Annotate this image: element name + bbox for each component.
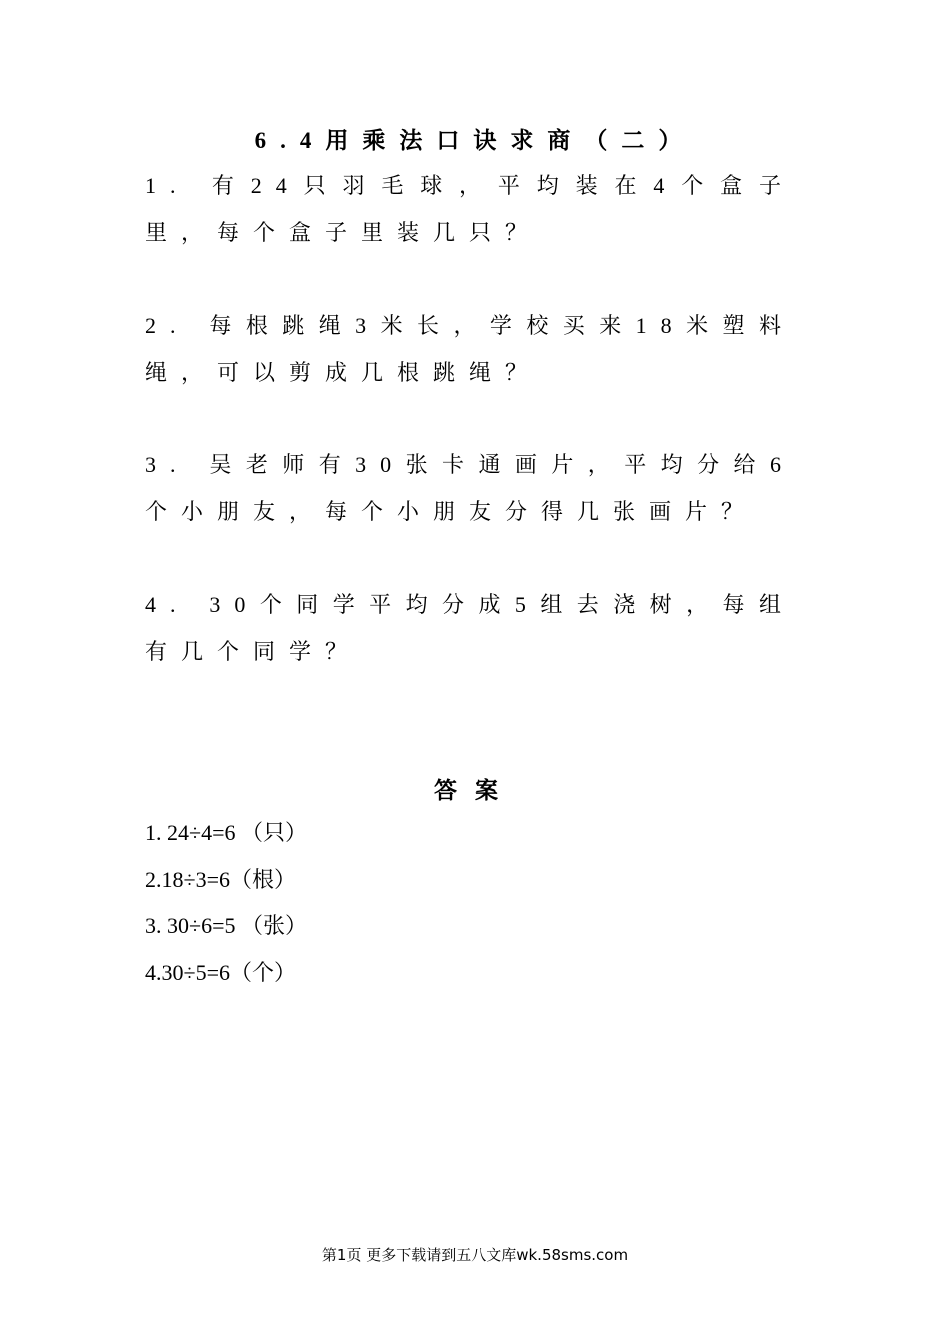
answer-heading: 答案 [434, 778, 516, 803]
page-title: 6.4用乘法口诀求商（二） [254, 128, 696, 153]
answer-1: 1. 24÷4=6 （只） [145, 820, 307, 845]
question-2: 2. 每根跳绳3米长，学校买来18米塑料绳，可以剪成几根跳绳？ [145, 313, 795, 385]
question-3: 3. 吴老师有30张卡通画片，平均分给6个小朋友，每个小朋友分得几张画片？ [145, 452, 795, 524]
answer-4: 4.30÷5=6（个） [145, 960, 296, 985]
answer-2: 2.18÷3=6（根） [145, 867, 296, 892]
question-4: 4. 30个同学平均分成5组去浇树，每组有几个同学？ [145, 592, 795, 664]
page-footer: 第1页 更多下载请到五八文库wk.58sms.com [321, 1246, 629, 1264]
question-1: 1. 有24只羽毛球，平均装在4个盒子里，每个盒子里装几只？ [145, 173, 795, 245]
answer-3: 3. 30÷6=5 （张） [145, 913, 307, 938]
